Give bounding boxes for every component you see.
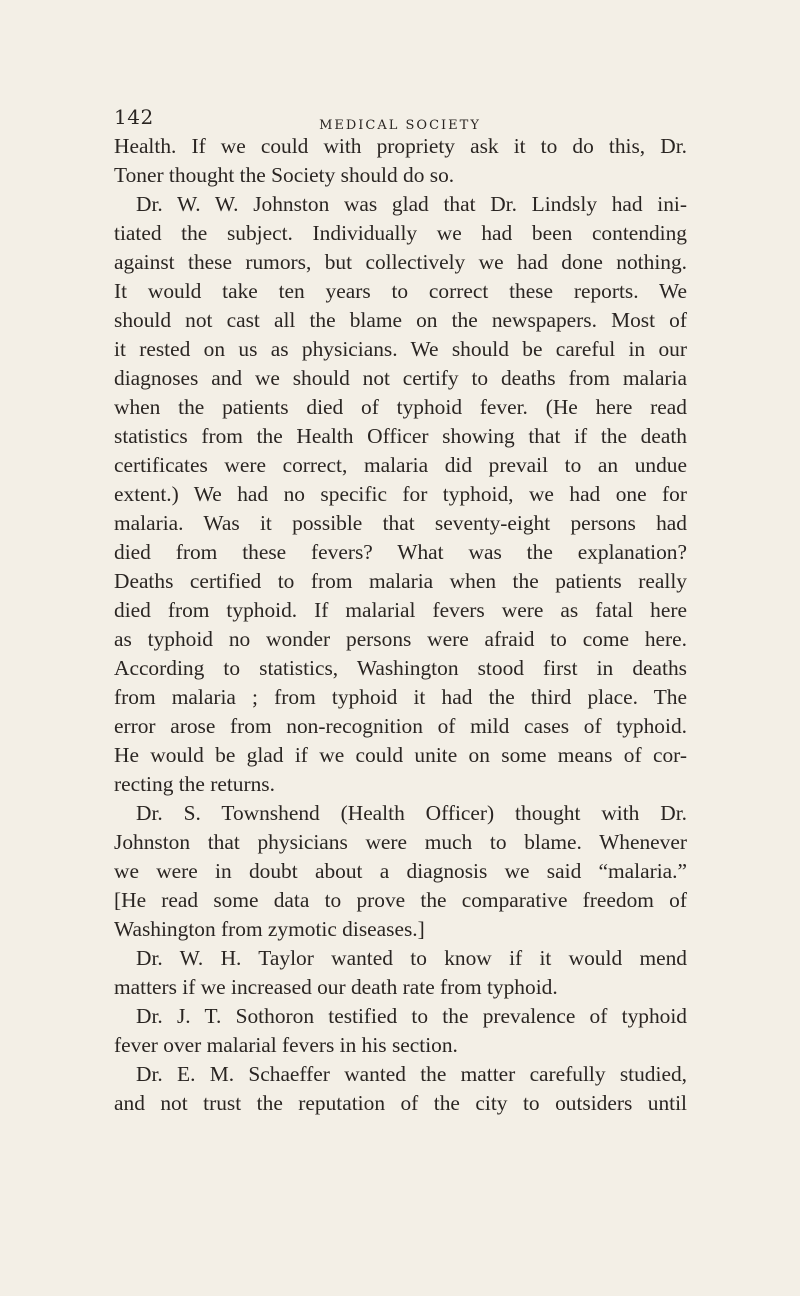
- text-line: diagnoses and we should not certify to deaths from malaria: [114, 366, 687, 390]
- paragraph: [114, 1060, 687, 1118]
- text-line: [He read some data to prove the comparative freedom of: [114, 888, 687, 912]
- text-line: According to statistics, Washington stood first in deaths: [114, 656, 687, 680]
- text-line: Dr. W. H. Taylor wanted to know if it would mend: [136, 946, 687, 970]
- text-line: it rested on us as physicians. We should be careful in our: [114, 337, 687, 361]
- text-line: Washington from zymotic diseases.]: [114, 917, 425, 941]
- text-line: It would take ten years to correct these reports. We: [114, 279, 687, 303]
- text-line: Dr. S. Townshend (Health Officer) thought with Dr.: [136, 801, 687, 825]
- text-line: Johnston that physicians were much to blame. Whenever: [114, 830, 687, 854]
- text-line: Dr. J. T. Sothoron testified to the prevalence of typhoid: [136, 1004, 687, 1028]
- text-line: malaria. Was it possible that seventy-eight persons had: [114, 511, 687, 535]
- text-line: we were in doubt about a diagnosis we said “malaria.”: [114, 859, 687, 883]
- paragraph: [114, 944, 687, 1002]
- text-line: extent.) We had no specific for typhoid, we had one for: [114, 482, 687, 506]
- text-line: Deaths certified to from malaria when the patients really: [114, 569, 687, 593]
- text-line: Health. If we could with propriety ask it to do this, Dr.: [114, 134, 687, 158]
- text-line: certificates were correct, malaria did prevail to an undue: [114, 453, 687, 477]
- text-line: error arose from non-recognition of mild cases of typhoid.: [114, 714, 687, 738]
- text-line: Dr. W. W. Johnston was glad that Dr. Lindsly had ini-: [136, 192, 687, 216]
- paragraph: [114, 132, 687, 190]
- text-line: recting the returns.: [114, 772, 275, 796]
- text-line: Dr. E. M. Schaeffer wanted the matter carefully studied,: [136, 1062, 687, 1086]
- text-line: Toner thought the Society should do so.: [114, 163, 455, 187]
- text-line: statistics from the Health Officer showing that if the death: [114, 424, 687, 448]
- paragraph: [114, 799, 687, 944]
- paragraph: [114, 190, 687, 799]
- text-line: fever over malarial fevers in his section.: [114, 1033, 458, 1057]
- text-line: He would be glad if we could unite on some means of cor-: [114, 743, 687, 767]
- text-line: should not cast all the blame on the newspapers. Most of: [114, 308, 687, 332]
- text-line: as typhoid no wonder persons were afraid to come here.: [114, 627, 687, 651]
- text-line: died from these fevers? What was the explanation?: [114, 540, 687, 564]
- text-line: matters if we increased our death rate from typhoid.: [114, 975, 558, 999]
- running-head: MEDICAL SOCIETY: [319, 118, 481, 133]
- paragraph: [114, 1002, 687, 1060]
- text-line: died from typhoid. If malarial fevers were as fatal here: [114, 598, 687, 622]
- text-line: when the patients died of typhoid fever. (He here read: [114, 395, 687, 419]
- text-line: and not trust the reputation of the city to outsiders until: [114, 1091, 687, 1115]
- page-number: 142: [114, 105, 154, 129]
- text-line: against these rumors, but collectively we had done nothing.: [114, 250, 687, 274]
- body-text: [114, 132, 687, 1118]
- text-line: tiated the subject. Individually we had been contending: [114, 221, 687, 245]
- text-line: from malaria ; from typhoid it had the third place. The: [114, 685, 687, 709]
